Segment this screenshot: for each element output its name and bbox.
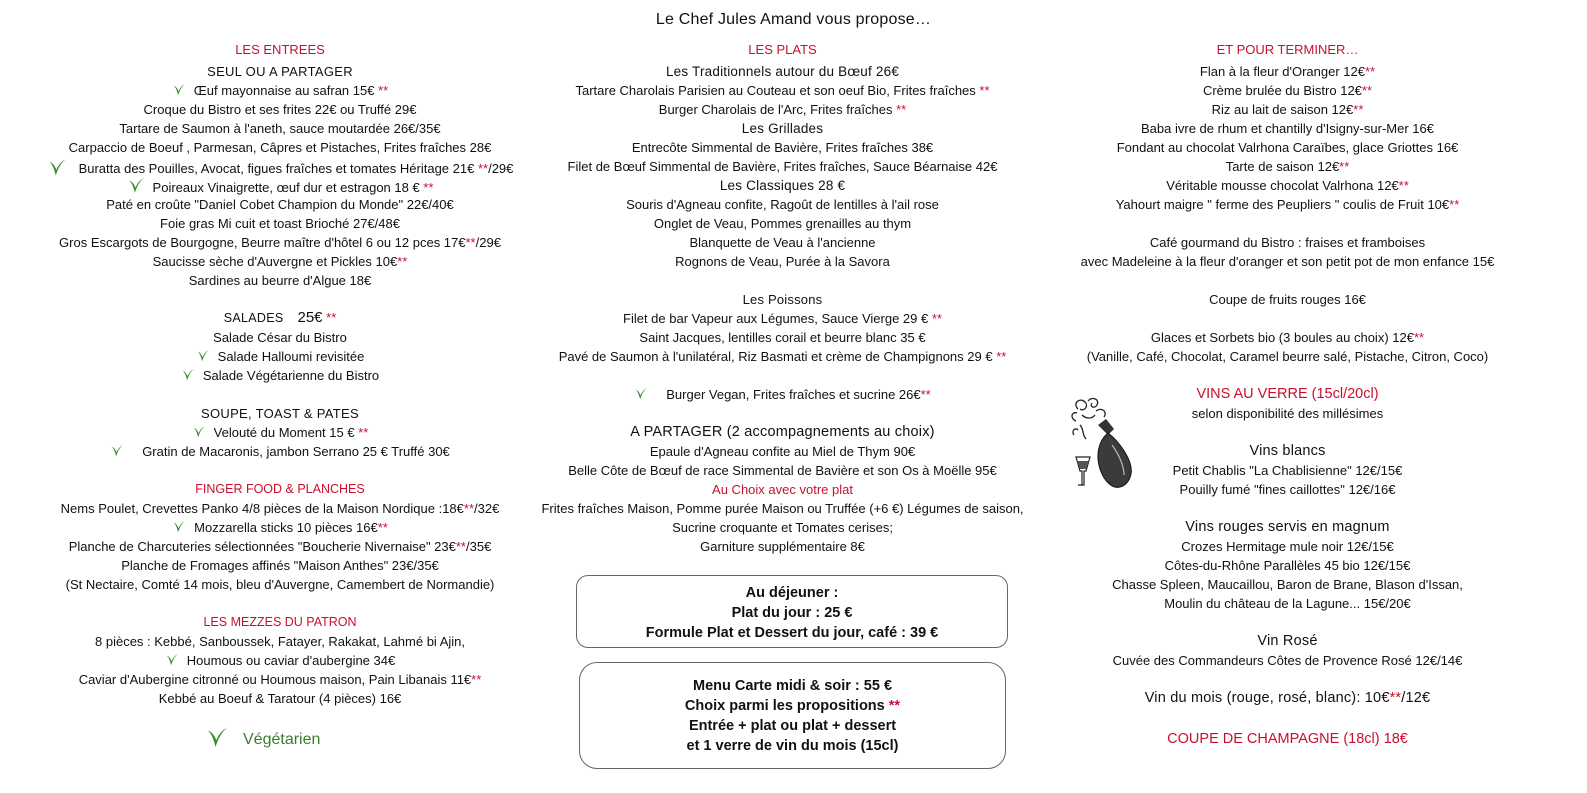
entrees-subtitle: SEUL OU A PARTAGER [207,64,353,79]
menu-item [0,519,560,536]
subsection-title: Vins rouges servis en magnum [1185,519,1390,535]
vegetarian-leaf-icon [634,387,648,401]
menu-item-text: Burger Charolais de l'Arc, Frites fraîches [658,102,897,117]
menu-item: Fondant au chocolat Valrhona Caraïbes, glace Griottes 16€ [1116,140,1459,155]
menu-item-text: Salade Végétarienne du Bistro [202,368,380,383]
menu-item [0,348,560,365]
salades-header [0,309,560,327]
vegetarian-leaf-icon [47,158,67,178]
menu-item-text: Flan à la fleur d'Oranger 12€ [1199,64,1365,79]
menu-item: Blanquette de Veau à l'ancienne [689,235,876,250]
menu-item-stars: ** [1364,64,1376,79]
menu-item-text: Salade Halloumi revisitée [217,349,365,364]
menu-item-text: Saucisse sèche d'Auvergne et Pickles 10€ [152,254,398,269]
menu-item-stars: ** [931,311,942,326]
menu-item [0,253,560,270]
menu-item [0,82,560,99]
menu-item-text: Planche de Charcuteries sélectionnées "Boucherie Nivernaise" 23€ [68,539,456,554]
menu-item-price-suffix: /35€ [466,539,492,554]
box-line: et 1 verre de vin du mois (15cl) [686,738,899,754]
menu-item-detail: (Vanille, Café, Chocolat, Caramel beurre salé, Pistache, Citron, Coco) [1086,349,1489,364]
menu-item: 8 pièces : Kebbé, Sanboussek, Fatayer, Rakakat, Lahmé bi Ajin, [95,634,465,649]
vegetarian-legend [205,726,320,750]
menu-item [0,234,560,251]
menu-item-text: Burger Vegan, Frites fraîches et sucrine 26€ [666,387,921,402]
menu-item [0,500,560,517]
menu-item [0,424,560,441]
menu-item: Belle Côte de Bœuf de race Simmental de Bavière et son Os à Moëlle 95€ [568,463,997,478]
menu-item [0,177,560,196]
menu-item-text: Tarte de saison 12€ [1225,159,1340,174]
menu-item: Tartare de Saumon à l'aneth, sauce moutardée 26€/35€ [119,121,441,136]
menu-item: Garniture supplémentaire 8€ [700,539,865,554]
menu-item-text: Buratta des Pouilles, Avocat, figues fraîches et tomates Héritage 21€ [78,161,478,176]
menu-item: Coupe de fruits rouges 16€ [1209,292,1366,307]
desserts-title: ET POUR TERMINER… [1216,42,1359,57]
menu-item: Chasse Spleen, Maucaillou, Baron de Brane, Blason d'Issan, [1112,577,1463,592]
subsection-title: A PARTAGER (2 accompagnements au choix) [630,424,935,440]
menu-item-text: Filet de bar Vapeur aux Légumes, Sauce Vierge 29 € [623,311,932,326]
box-line-stars: ** [888,698,901,714]
menu-item-stars: ** [1398,178,1409,193]
menu-item-stars: ** [378,83,389,98]
menu-item [530,82,1035,99]
salades-stars: ** [322,310,337,325]
menu-item-text: Houmous ou caviar d'aubergine 34€ [186,653,396,668]
subsection-title: Vins blancs [1249,443,1326,459]
entrees-title: LES ENTREES [235,42,325,57]
menu-item-text: Riz au lait de saison 12€ [1211,102,1354,117]
menu-item-text: Vin du mois (rouge, rosé, blanc): 10€ [1144,690,1390,706]
salades-title: SALADES [223,311,284,325]
box-line: Entrée + plat ou plat + dessert [688,718,897,734]
menu-item-price-suffix: /32€ [474,501,500,516]
menu-item-text: Tartare Charolais Parisien au Couteau et son oeuf Bio, Frites fraîches [575,83,980,98]
menu-item: Planche de Fromages affinés "Maison Anthes" 23€/35€ [121,558,439,573]
menu-item-text: Gros Escargots de Bourgogne, Beurre maître d'hôtel 6 ou 12 pces 17€ [59,235,466,250]
menu-item-stars: ** [465,235,476,250]
subsection-title: Les Poissons [742,292,823,307]
menu-item [1045,329,1530,346]
menu-item-text: Œuf mayonnaise au safran 15€ [193,83,379,98]
vegetarian-leaf-icon [172,83,186,97]
vins-subtitle: selon disponibilité des millésimes [1191,406,1384,421]
menu-item: Frites fraîches Maison, Pomme purée Maison ou Truffée (+6 €) Légumes de saison, [541,501,1024,516]
vegetarian-leaf-icon [205,726,229,750]
subsection-title: Les Traditionnels autour du Bœuf 26€ [665,64,900,79]
vegetarian-leaf-icon [110,444,124,458]
menu-item: avec Madeleine à la fleur d'oranger et son petit pot de mon enfance 15€ [1080,254,1495,269]
menu-item [0,538,560,555]
menu-item-stars: ** [358,425,369,440]
lunch-box [576,575,1008,648]
menu-item-stars: ** [996,349,1007,364]
menu-item-text: Mozzarella sticks 10 pièces 16€ [194,520,378,535]
menu-item: Sardines au beurre d'Algue 18€ [188,273,372,288]
subsection-title: Les Classiques 28 € [719,178,846,193]
menu-item: Foie gras Mi cuit et toast Brioché 27€/48€ [160,216,400,231]
box-line-text: Choix parmi les propositions [684,698,889,714]
entrees-column [0,0,560,793]
menu-item [0,367,560,384]
menu-item-stars: ** [455,539,466,554]
menu-item: Filet de Bœuf Simmental de Bavière, Frites fraîches, Sauce Béarnaise 42€ [567,159,998,174]
legend-label: Végétarien [243,731,321,748]
menu-item-stars: ** [1361,83,1373,98]
box-line: Plat du jour : 25 € [731,605,853,621]
salades-price: 25€ [297,309,323,326]
menu-item-stars: ** [1339,159,1350,174]
menu-item [0,671,560,688]
menu-item [1045,82,1530,99]
menu-item-text: Glaces et Sorbets bio (3 boules au choix) 12€ [1150,330,1414,345]
menu-item-stars: ** [1353,102,1364,117]
menu-item-stars: ** [377,520,388,535]
menu-item [0,652,560,669]
menu-item-text: Caviar d'Aubergine citronné ou Houmous maison, Pain Libanais 11€ [78,672,472,687]
subsection-title: Les Grillades [741,121,824,136]
menu-item: Entrecôte Simmental de Bavière, Frites fraîches 38€ [631,140,934,155]
menu-item-text: Pavé de Saumon à l'unilatéral, Riz Basmati et crème de Champignons 29 € [558,349,997,364]
menu-item [530,310,1035,327]
menu-item: Kebbé au Boeuf & Taratour (4 pièces) 16€ [158,691,402,706]
menu-item-text: Gratin de Macaronis, jambon Serrano 25 € Truffé 30€ [142,444,450,459]
menu-item [1045,690,1530,707]
menu-item-stars: ** [920,387,931,402]
menu-item-stars: ** [397,254,408,269]
menu-item: Onglet de Veau, Pommes grenailles au thym [653,216,912,231]
vegetarian-leaf-icon [127,177,145,195]
menu-item [1045,196,1530,213]
vins-title: VINS AU VERRE (15cl/20cl) [1196,386,1379,402]
menu-item-text: Poireaux Vinaigrette, œuf dur et estragon 18 € [152,180,424,195]
vegetarian-leaf-icon [172,520,186,534]
box-line: Menu Carte midi & soir : 55 € [692,678,893,694]
menu-item: Sucrine croquante et Tomates cerises; [672,520,893,535]
menu-item: Côtes-du-Rhône Parallèles 45 bio 12€/15€ [1164,558,1411,573]
menu-item-stars: ** [463,501,475,516]
menu-item: Cuvée des Commandeurs Côtes de Provence Rosé 12€/14€ [1112,653,1463,668]
menu-item: Crozes Hermitage mule noir 12€/15€ [1181,539,1394,554]
menu-item: Saint Jacques, lentilles corail et beurre blanc 35 € [639,330,926,345]
menu-item-stars: ** [423,180,434,195]
menu-item: Souris d'Agneau confite, Ragoût de lentilles à l'ail rose [626,197,939,212]
menu-item [1045,63,1530,80]
menu-item: Croque du Bistro et ses frites 22€ ou Truffé 29€ [143,102,417,117]
menu-item: Petit Chablis "La Chablisienne" 12€/15€ [1172,463,1403,478]
menu-item-stars: ** [1449,197,1460,212]
menu-item-price-suffix: /29€ [475,235,501,250]
menu-item [530,101,1035,118]
menu-item-price-suffix: /29€ [488,161,514,176]
box-line: Au déjeuner : [745,585,839,601]
wine-bottle-illustration [1068,395,1140,490]
vegetarian-leaf-icon [196,349,210,363]
vegetarian-leaf-icon [192,425,206,439]
menu-item-text: Velouté du Moment 15 € [213,425,359,440]
menu-item-stars: ** [471,672,482,687]
box-line [580,696,1005,716]
menu-item [0,158,560,178]
menu-item-detail: (St Nectaire, Comté 14 mois, bleu d'Auvergne, Camembert de Normandie) [65,577,495,592]
menu-item-text: Crème brulée du Bistro 12€ [1202,83,1362,98]
menu-item [1045,177,1530,194]
menu-item [530,348,1035,365]
champagne-title: COUPE DE CHAMPAGNE (18cl) 18€ [1167,731,1408,747]
menu-item-text: Nems Poulet, Crevettes Panko 4/8 pièces de la Maison Nordique :18€ [60,501,464,516]
menu-item: Baba ivre de rhum et chantilly d'Isigny-sur-Mer 16€ [1141,121,1434,136]
menu-item: Rognons de Veau, Purée à la Savora [675,254,890,269]
menu-item: Paté en croûte "Daniel Cobet Champion du Monde" 22€/40€ [106,197,454,212]
menu-item-stars: ** [1413,330,1425,345]
menu-item: Café gourmand du Bistro : fraises et framboises [1149,235,1426,250]
menu-item: Moulin du château de la Lagune... 15€/20€ [1164,596,1411,611]
box-line: Formule Plat et Dessert du jour, café : 39 € [645,625,939,641]
menu-item: Epaule d'Agneau confite au Miel de Thym 90€ [649,444,916,459]
vegetarian-leaf-icon [165,653,179,667]
menu-item [1045,158,1530,175]
menu-item-text: Véritable mousse chocolat Valrhona 12€ [1166,178,1399,193]
menu-item: Pouilly fumé "fines caillottes" 12€/16€ [1179,482,1396,497]
finger-title: FINGER FOOD & PLANCHES [195,482,365,496]
menu-item [0,443,560,460]
menu-item-price-suffix: /12€ [1401,690,1431,706]
plats-title: LES PLATS [748,42,817,57]
menu-carte-box [579,662,1006,769]
menu-item-stars: ** [979,83,990,98]
page-title: Le Chef Jules Amand vous propose… [655,11,932,28]
choix-label: Au Choix avec votre plat [712,482,853,497]
menu-item-stars: ** [896,102,907,117]
menu-item [530,386,1035,403]
menu-item-stars: ** [477,161,489,176]
mezzes-title: LES MEZZES DU PATRON [203,615,357,629]
subsection-title: Vin Rosé [1257,633,1318,649]
vegetarian-leaf-icon [181,368,195,382]
soupe-title: SOUPE, TOAST & PATES [201,406,359,421]
menu-item-stars: ** [1389,690,1402,706]
menu-item: Carpaccio de Boeuf , Parmesan, Câpres et Pistaches, Frites fraîches 28€ [68,140,492,155]
menu-item [1045,101,1530,118]
menu-item: Salade César du Bistro [213,330,347,345]
menu-item-text: Yahourt maigre " ferme des Peupliers " coulis de Fruit 10€ [1115,197,1450,212]
